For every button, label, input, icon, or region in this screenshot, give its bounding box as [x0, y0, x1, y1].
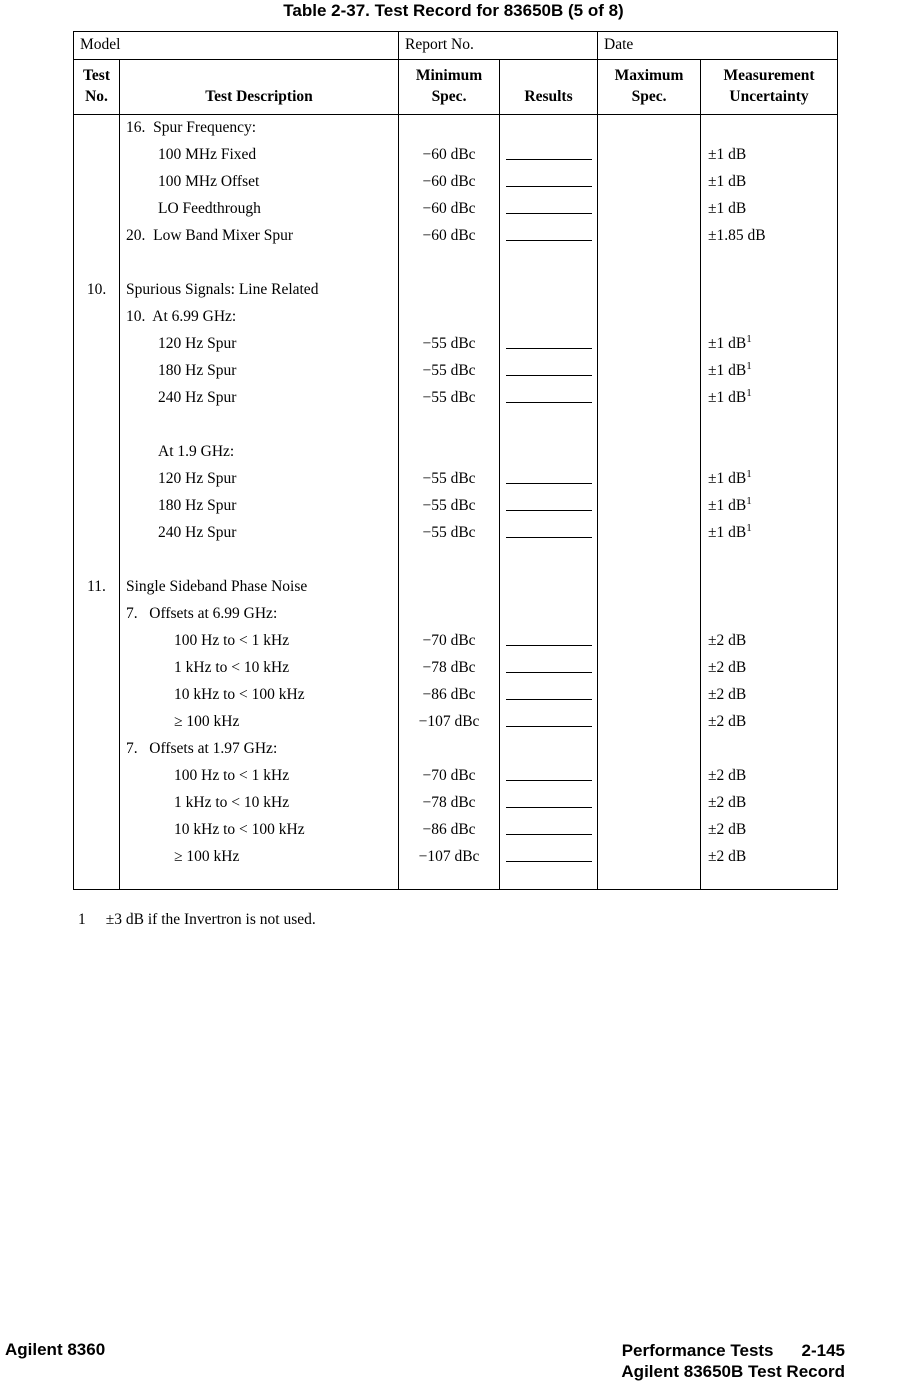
footer-right-line1 — [621, 1340, 845, 1361]
cell-test-description: 10 kHz to < 100 kHz — [120, 817, 399, 844]
cell-results — [500, 763, 598, 790]
result-blank-line — [506, 469, 592, 484]
cell-results — [500, 250, 598, 277]
cell-measurement-uncertainty — [701, 439, 838, 466]
cell-minimum-spec: −55 dBc — [399, 331, 500, 358]
cell-results — [500, 439, 598, 466]
cell-minimum-spec: −55 dBc — [399, 385, 500, 412]
cell-minimum-spec: −107 dBc — [399, 844, 500, 871]
cell-maximum-spec — [598, 709, 701, 736]
cell-test-description — [120, 871, 399, 890]
cell-minimum-spec — [399, 115, 500, 142]
cell-minimum-spec — [399, 412, 500, 439]
cell-test-no — [74, 547, 120, 574]
cell-measurement-uncertainty — [701, 115, 838, 142]
table-row — [74, 331, 838, 358]
table-row — [74, 142, 838, 169]
cell-minimum-spec — [399, 601, 500, 628]
cell-test-description: 180 Hz Spur — [120, 493, 399, 520]
table-body — [74, 115, 838, 890]
cell-measurement-uncertainty — [701, 682, 838, 709]
cell-maximum-spec — [598, 844, 701, 871]
cell-maximum-spec — [598, 655, 701, 682]
col-header-line: No. — [85, 88, 108, 106]
cell-results — [500, 223, 598, 250]
cell-maximum-spec — [598, 142, 701, 169]
cell-test-description: 100 Hz to < 1 kHz — [120, 628, 399, 655]
table-row — [74, 817, 838, 844]
cell-results — [500, 601, 598, 628]
uncertainty-value: ±2 dB — [708, 713, 747, 730]
cell-minimum-spec — [399, 574, 500, 601]
cell-test-description — [120, 547, 399, 574]
col-header-line: Measurement — [723, 67, 815, 85]
footer-doc-title: Agilent 83650B Test Record — [621, 1362, 845, 1381]
cell-test-no — [74, 466, 120, 493]
cell-results — [500, 142, 598, 169]
cell-test-no — [74, 817, 120, 844]
table-row — [74, 574, 838, 601]
cell-results — [500, 493, 598, 520]
table-row — [74, 385, 838, 412]
cell-test-no — [74, 115, 120, 142]
cell-maximum-spec — [598, 223, 701, 250]
cell-maximum-spec — [598, 493, 701, 520]
footnote-marker: 1 — [78, 911, 86, 928]
cell-measurement-uncertainty — [701, 277, 838, 304]
cell-test-description — [120, 250, 399, 277]
table-row — [74, 709, 838, 736]
result-blank-line — [506, 712, 592, 727]
table-row — [74, 790, 838, 817]
uncertainty-value: ±1 dB — [708, 470, 747, 487]
cell-measurement-uncertainty — [701, 358, 838, 385]
cell-maximum-spec — [598, 169, 701, 196]
cell-results — [500, 574, 598, 601]
cell-maximum-spec — [598, 628, 701, 655]
cell-measurement-uncertainty — [701, 844, 838, 871]
cell-test-no — [74, 763, 120, 790]
result-blank-line — [506, 496, 592, 511]
cell-results — [500, 871, 598, 890]
cell-test-no — [74, 736, 120, 763]
cell-minimum-spec: −70 dBc — [399, 628, 500, 655]
result-blank-line — [506, 631, 592, 646]
cell-minimum-spec: −60 dBc — [399, 142, 500, 169]
cell-maximum-spec — [598, 601, 701, 628]
cell-minimum-spec: −55 dBc — [399, 493, 500, 520]
cell-measurement-uncertainty — [701, 790, 838, 817]
cell-test-no — [74, 142, 120, 169]
cell-maximum-spec — [598, 466, 701, 493]
cell-test-description: 7. Offsets at 1.97 GHz: — [120, 736, 399, 763]
cell-results — [500, 304, 598, 331]
table-spacer-row — [74, 547, 838, 574]
cell-measurement-uncertainty — [701, 142, 838, 169]
cell-test-description: 10. At 6.99 GHz: — [120, 304, 399, 331]
cell-test-no — [74, 844, 120, 871]
cell-minimum-spec: −86 dBc — [399, 817, 500, 844]
cell-minimum-spec: −60 dBc — [399, 196, 500, 223]
cell-measurement-uncertainty — [701, 709, 838, 736]
cell-maximum-spec — [598, 547, 701, 574]
table-row — [74, 682, 838, 709]
cell-minimum-spec: −55 dBc — [399, 520, 500, 547]
result-blank-line — [506, 388, 592, 403]
meta-cell-model: Model — [74, 32, 399, 60]
uncertainty-value: ±2 dB — [708, 848, 747, 865]
table-row — [74, 358, 838, 385]
cell-maximum-spec — [598, 682, 701, 709]
table-row — [74, 277, 838, 304]
cell-test-no: 10. — [74, 277, 120, 304]
result-blank-line — [506, 793, 592, 808]
cell-measurement-uncertainty — [701, 574, 838, 601]
cell-test-no — [74, 223, 120, 250]
table-spacer-row — [74, 871, 838, 890]
cell-maximum-spec — [598, 763, 701, 790]
cell-measurement-uncertainty — [701, 817, 838, 844]
cell-measurement-uncertainty — [701, 601, 838, 628]
cell-maximum-spec — [598, 304, 701, 331]
cell-measurement-uncertainty — [701, 628, 838, 655]
cell-test-description: 120 Hz Spur — [120, 466, 399, 493]
uncertainty-value: ±1 dB — [708, 524, 747, 541]
cell-maximum-spec — [598, 196, 701, 223]
table-row — [74, 223, 838, 250]
result-blank-line — [506, 820, 592, 835]
table-row — [74, 169, 838, 196]
cell-results — [500, 412, 598, 439]
cell-maximum-spec — [598, 331, 701, 358]
cell-test-description: 7. Offsets at 6.99 GHz: — [120, 601, 399, 628]
cell-minimum-spec: −60 dBc — [399, 169, 500, 196]
cell-maximum-spec — [598, 439, 701, 466]
cell-results — [500, 682, 598, 709]
cell-test-no — [74, 790, 120, 817]
result-blank-line — [506, 766, 592, 781]
cell-test-description: 120 Hz Spur — [120, 331, 399, 358]
cell-measurement-uncertainty — [701, 169, 838, 196]
cell-test-no — [74, 520, 120, 547]
result-blank-line — [506, 361, 592, 376]
uncertainty-value: ±1 dB — [708, 497, 747, 514]
col-header-line: Test — [83, 67, 110, 85]
cell-results — [500, 196, 598, 223]
footer-section-title: Performance Tests — [621, 1341, 774, 1360]
footnote-reference: 1 — [746, 359, 752, 372]
cell-measurement-uncertainty — [701, 763, 838, 790]
col-header-line: Results — [524, 88, 573, 106]
cell-test-description: Spurious Signals: Line Related — [120, 277, 399, 304]
col-header-measurement-uncertainty — [701, 60, 838, 115]
meta-cell-date: Date — [598, 32, 838, 60]
col-header-test-no — [74, 60, 120, 115]
cell-test-no — [74, 655, 120, 682]
cell-measurement-uncertainty — [701, 547, 838, 574]
cell-measurement-uncertainty — [701, 466, 838, 493]
cell-minimum-spec: −86 dBc — [399, 682, 500, 709]
cell-results — [500, 331, 598, 358]
uncertainty-value: ±2 dB — [708, 767, 747, 784]
cell-test-description: 100 MHz Fixed — [120, 142, 399, 169]
result-blank-line — [506, 334, 592, 349]
cell-results — [500, 520, 598, 547]
table-row — [74, 628, 838, 655]
cell-minimum-spec — [399, 250, 500, 277]
cell-minimum-spec: −70 dBc — [399, 763, 500, 790]
cell-measurement-uncertainty — [701, 196, 838, 223]
cell-test-description: 1 kHz to < 10 kHz — [120, 655, 399, 682]
cell-results — [500, 817, 598, 844]
footer-left-title: Agilent 8360 — [5, 1340, 106, 1359]
cell-measurement-uncertainty — [701, 493, 838, 520]
result-blank-line — [506, 226, 592, 241]
cell-test-no — [74, 709, 120, 736]
cell-results — [500, 358, 598, 385]
cell-maximum-spec — [598, 277, 701, 304]
uncertainty-value: ±1.85 dB — [708, 227, 766, 244]
cell-measurement-uncertainty — [701, 520, 838, 547]
table-spacer-row — [74, 412, 838, 439]
cell-maximum-spec — [598, 574, 701, 601]
cell-minimum-spec — [399, 304, 500, 331]
col-header-maximum-spec — [598, 60, 701, 115]
table-spacer-row — [74, 250, 838, 277]
cell-minimum-spec: −78 dBc — [399, 790, 500, 817]
table-row — [74, 520, 838, 547]
table-row — [74, 115, 838, 142]
cell-test-description: ≥ 100 kHz — [120, 709, 399, 736]
result-blank-line — [506, 199, 592, 214]
cell-measurement-uncertainty — [701, 223, 838, 250]
table-row — [74, 466, 838, 493]
cell-test-no — [74, 601, 120, 628]
cell-results — [500, 169, 598, 196]
cell-test-no — [74, 871, 120, 890]
cell-test-no — [74, 628, 120, 655]
cell-maximum-spec — [598, 736, 701, 763]
cell-test-description: 1 kHz to < 10 kHz — [120, 790, 399, 817]
cell-measurement-uncertainty — [701, 655, 838, 682]
cell-measurement-uncertainty — [701, 736, 838, 763]
cell-maximum-spec — [598, 871, 701, 890]
footnote — [78, 911, 316, 929]
cell-measurement-uncertainty — [701, 871, 838, 890]
cell-test-description: LO Feedthrough — [120, 196, 399, 223]
footnote-reference: 1 — [746, 332, 752, 345]
cell-maximum-spec — [598, 115, 701, 142]
cell-results — [500, 466, 598, 493]
cell-maximum-spec — [598, 790, 701, 817]
test-record-table — [73, 31, 838, 890]
cell-results — [500, 385, 598, 412]
table-row — [74, 196, 838, 223]
col-header-line: Spec. — [631, 88, 667, 106]
meta-row — [74, 32, 838, 60]
cell-test-no — [74, 169, 120, 196]
cell-maximum-spec — [598, 250, 701, 277]
footnote-text: ±3 dB if the Invertron is not used. — [105, 911, 316, 928]
cell-results — [500, 115, 598, 142]
uncertainty-value: ±1 dB — [708, 146, 747, 163]
table-row — [74, 844, 838, 871]
footnote-reference: 1 — [746, 494, 752, 507]
column-header-row — [74, 60, 838, 115]
cell-test-description: 180 Hz Spur — [120, 358, 399, 385]
col-header-line: Uncertainty — [729, 88, 809, 106]
cell-test-description: 10 kHz to < 100 kHz — [120, 682, 399, 709]
cell-results — [500, 709, 598, 736]
uncertainty-value: ±1 dB — [708, 335, 747, 352]
col-header-line: Test Description — [205, 88, 313, 106]
uncertainty-value: ±1 dB — [708, 389, 747, 406]
cell-minimum-spec: −55 dBc — [399, 358, 500, 385]
cell-results — [500, 547, 598, 574]
cell-minimum-spec — [399, 547, 500, 574]
cell-test-no — [74, 493, 120, 520]
cell-test-no — [74, 385, 120, 412]
cell-test-no — [74, 304, 120, 331]
cell-test-no — [74, 358, 120, 385]
cell-measurement-uncertainty — [701, 385, 838, 412]
cell-test-description: 240 Hz Spur — [120, 520, 399, 547]
uncertainty-value: ±2 dB — [708, 686, 747, 703]
cell-measurement-uncertainty — [701, 331, 838, 358]
table-row — [74, 304, 838, 331]
footer-right — [621, 1340, 845, 1382]
uncertainty-value: ±2 dB — [708, 632, 747, 649]
uncertainty-value: ±2 dB — [708, 821, 747, 838]
result-blank-line — [506, 685, 592, 700]
cell-test-description: At 1.9 GHz: — [120, 439, 399, 466]
cell-test-no — [74, 331, 120, 358]
cell-test-description — [120, 412, 399, 439]
cell-results — [500, 628, 598, 655]
cell-results — [500, 277, 598, 304]
table-row — [74, 493, 838, 520]
table-row — [74, 763, 838, 790]
cell-measurement-uncertainty — [701, 250, 838, 277]
cell-test-description: 16. Spur Frequency: — [120, 115, 399, 142]
result-blank-line — [506, 847, 592, 862]
cell-test-no — [74, 250, 120, 277]
cell-maximum-spec — [598, 385, 701, 412]
footnote-reference: 1 — [746, 467, 752, 480]
cell-minimum-spec: −60 dBc — [399, 223, 500, 250]
result-blank-line — [506, 172, 592, 187]
cell-results — [500, 655, 598, 682]
cell-test-no: 11. — [74, 574, 120, 601]
col-header-line: Spec. — [431, 88, 467, 106]
cell-test-no — [74, 196, 120, 223]
cell-test-description: 20. Low Band Mixer Spur — [120, 223, 399, 250]
page-title: Table 2-37. Test Record for 83650B (5 of 8) — [283, 1, 624, 20]
cell-minimum-spec: −107 dBc — [399, 709, 500, 736]
cell-test-description: 240 Hz Spur — [120, 385, 399, 412]
result-blank-line — [506, 658, 592, 673]
table-row — [74, 655, 838, 682]
cell-minimum-spec — [399, 277, 500, 304]
cell-test-no — [74, 439, 120, 466]
col-header-line: Maximum — [614, 67, 684, 85]
cell-maximum-spec — [598, 520, 701, 547]
cell-test-description: Single Sideband Phase Noise — [120, 574, 399, 601]
cell-test-description: ≥ 100 kHz — [120, 844, 399, 871]
cell-results — [500, 844, 598, 871]
table-row — [74, 601, 838, 628]
col-header-test-description — [120, 60, 399, 115]
uncertainty-value: ±1 dB — [708, 362, 747, 379]
footnote-reference: 1 — [746, 521, 752, 534]
cell-minimum-spec: −78 dBc — [399, 655, 500, 682]
footnote-reference: 1 — [746, 386, 752, 399]
cell-measurement-uncertainty — [701, 412, 838, 439]
result-blank-line — [506, 145, 592, 160]
cell-test-no — [74, 412, 120, 439]
cell-results — [500, 790, 598, 817]
cell-maximum-spec — [598, 412, 701, 439]
col-header-minimum-spec — [399, 60, 500, 115]
table-row — [74, 439, 838, 466]
col-header-line: Minimum — [415, 67, 483, 85]
cell-maximum-spec — [598, 358, 701, 385]
cell-test-description: 100 Hz to < 1 kHz — [120, 763, 399, 790]
cell-minimum-spec — [399, 736, 500, 763]
uncertainty-value: ±1 dB — [708, 200, 747, 217]
uncertainty-value: ±2 dB — [708, 794, 747, 811]
cell-measurement-uncertainty — [701, 304, 838, 331]
table-row — [74, 736, 838, 763]
result-blank-line — [506, 523, 592, 538]
cell-test-description: 100 MHz Offset — [120, 169, 399, 196]
col-header-results — [500, 60, 598, 115]
uncertainty-value: ±1 dB — [708, 173, 747, 190]
cell-minimum-spec: −55 dBc — [399, 466, 500, 493]
meta-cell-report-no: Report No. — [399, 32, 598, 60]
cell-results — [500, 736, 598, 763]
cell-maximum-spec — [598, 817, 701, 844]
cell-minimum-spec — [399, 871, 500, 890]
footer-page-number: 2-145 — [801, 1341, 845, 1360]
uncertainty-value: ±2 dB — [708, 659, 747, 676]
cell-minimum-spec — [399, 439, 500, 466]
cell-test-no — [74, 682, 120, 709]
